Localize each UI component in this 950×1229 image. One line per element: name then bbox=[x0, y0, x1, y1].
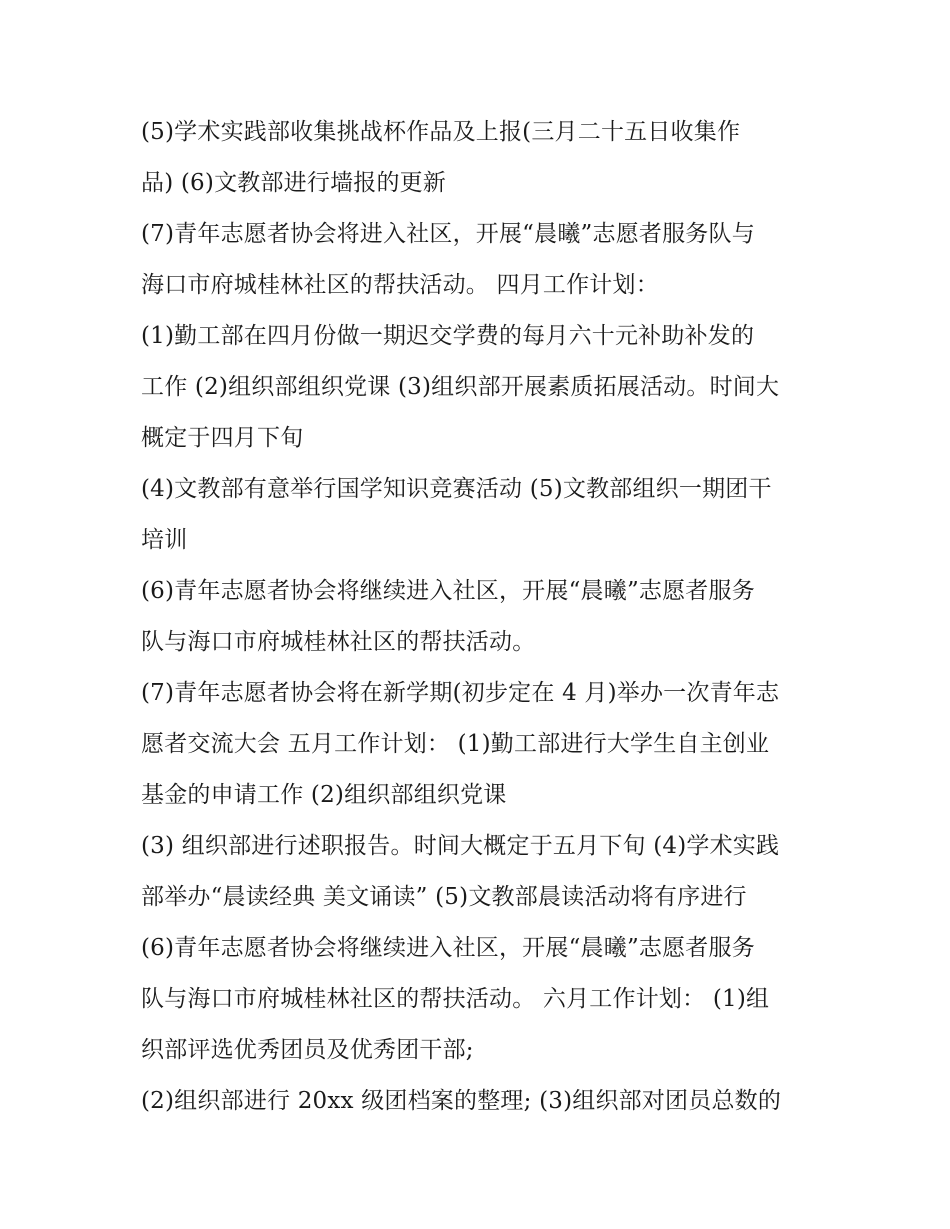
text-line: 概定于四月下旬 bbox=[141, 425, 304, 451]
text-line: (4)文教部有意举行国学知识竞赛活动 (5)文教部组织一期团干 bbox=[141, 476, 772, 502]
text-line: 品) (6)文教部进行墙报的更新 bbox=[141, 170, 447, 196]
text-line: 海口市府城桂林社区的帮扶活动。 四月工作计划： bbox=[141, 272, 659, 298]
text-line: (2)组织部进行 20xx 级团档案的整理; (3)组织部对团员总数的 bbox=[141, 1088, 782, 1114]
text-line: 基金的申请工作 (2)组织部组织党课 bbox=[141, 782, 507, 808]
text-line: (3) 组织部进行述职报告。时间大概定于五月下旬 (4)学术实践 bbox=[141, 833, 780, 859]
text-line: 队与海口市府城桂林社区的帮扶活动。 六月工作计划： (1)组 bbox=[141, 986, 770, 1012]
text-line: 部举办“晨读经典 美文诵读” (5)文教部晨读活动将有序进行 bbox=[141, 884, 747, 910]
text-line: (1)勤工部在四月份做一期迟交学费的每月六十元补助补发的 bbox=[141, 323, 755, 349]
text-line: (6)青年志愿者协会将继续进入社区，开展“晨曦”志愿者服务 bbox=[141, 935, 755, 961]
text-line: 队与海口市府城桂林社区的帮扶活动。 bbox=[141, 629, 536, 655]
text-line: (7)青年志愿者协会将进入社区，开展“晨曦”志愿者服务队与 bbox=[141, 221, 755, 247]
text-line: (5)学术实践部收集挑战杯作品及上报(三月二十五日收集作 bbox=[141, 119, 741, 145]
document-body bbox=[141, 107, 841, 1127]
text-line: 愿者交流大会 五月工作计划： (1)勤工部进行大学生自主创业 bbox=[141, 731, 770, 757]
text-line: 培训 bbox=[141, 527, 188, 553]
text-line: (7)青年志愿者协会将在新学期(初步定在 4 月)举办一次青年志 bbox=[141, 680, 780, 706]
text-line: 织部评选优秀团员及优秀团干部; bbox=[141, 1037, 474, 1063]
text-line: (6)青年志愿者协会将继续进入社区，开展“晨曦”志愿者服务 bbox=[141, 578, 755, 604]
text-line: 工作 (2)组织部组织党课 (3)组织部开展素质拓展活动。时间大 bbox=[141, 374, 780, 400]
